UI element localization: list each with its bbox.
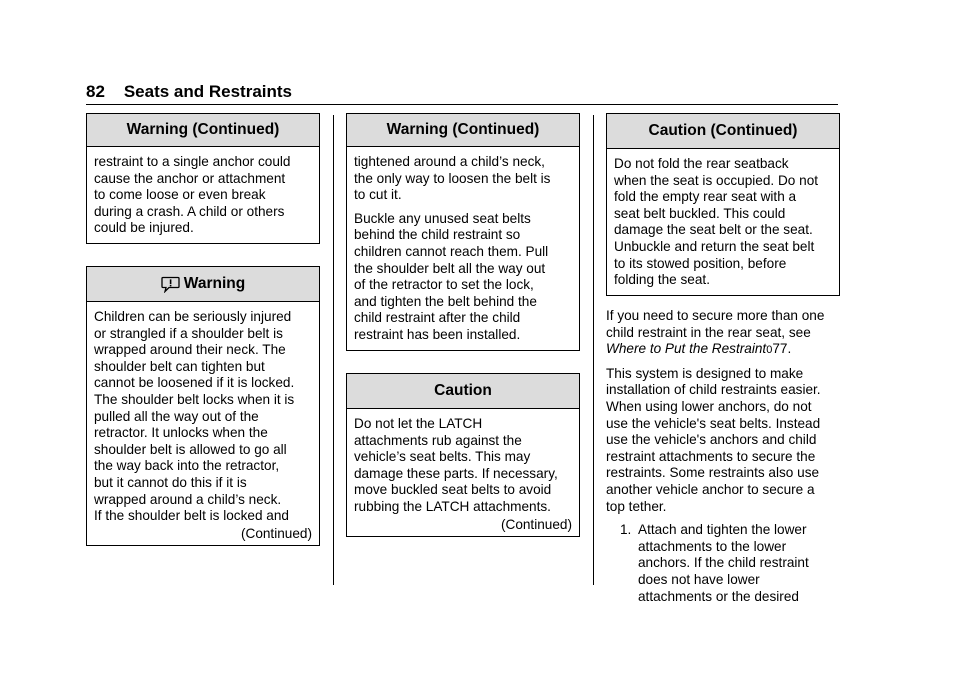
text-line: Children can be seriously injured: [94, 309, 292, 324]
text-line: damage the seat belt or the seat.: [614, 222, 813, 238]
caution-continued-heading: Caution (Continued): [607, 114, 839, 149]
text-line: seat belt buckled. This could: [614, 205, 786, 221]
continued-label: (Continued): [500, 516, 572, 532]
text-line: top tether.: [606, 498, 667, 514]
text-line: restraint to a single anchor could: [94, 154, 291, 169]
text-line: cause the anchor or attachment: [94, 170, 286, 186]
section-title: Seats and Restraints: [123, 82, 293, 101]
text-line: This system is designed to make: [606, 365, 804, 381]
page-header: [86, 80, 838, 104]
text-line: move buckled seat belts to avoid: [354, 482, 552, 498]
text-line: If you need to secure more than one: [606, 308, 825, 323]
text-line: attachments or the desired: [638, 588, 799, 604]
body-text-column: [606, 308, 842, 605]
text-line: to come loose or even break: [94, 187, 266, 203]
warning-continued-box-1: [86, 113, 320, 244]
list-item: [620, 522, 842, 605]
text-line: retractor. It unlocks when the: [94, 425, 268, 441]
paragraph: [354, 211, 572, 344]
paragraph: [606, 366, 842, 515]
warning-continued-box-2: [346, 113, 580, 351]
step-text: [638, 522, 809, 605]
page-number: 82: [86, 82, 105, 101]
column-separator-2: [593, 115, 594, 585]
text-line: Do not fold the rear seatback: [614, 156, 789, 171]
warning-continued-body-1: [87, 147, 319, 243]
text-line: cannot be loosened if it is locked.: [94, 375, 295, 391]
column-separator-1: [333, 115, 334, 585]
text-line: vehicle’s seat belts. This may: [354, 449, 531, 465]
text-line: restraint has been installed.: [354, 326, 521, 342]
text-line: to cut it.: [354, 187, 402, 203]
text-line: restraint attachments to secure the: [606, 448, 816, 464]
text-line: restraints. Some restraints also use: [606, 465, 820, 481]
cross-reference-link[interactable]: [606, 341, 787, 356]
text-line: and tighten the belt behind the: [354, 293, 537, 309]
paragraph: [354, 154, 572, 204]
continued-label: (Continued): [240, 525, 312, 541]
text-line: Attach and tighten the lower: [638, 522, 807, 538]
paragraph-xref: [606, 308, 842, 359]
text-line: but it cannot do this if it is: [94, 474, 247, 490]
text-line: of the retractor to set the lock,: [354, 277, 534, 293]
warning-speech-bubble-icon: [161, 276, 180, 293]
text-line: shoulder belt is allowed to go all: [94, 441, 287, 457]
text-line: children cannot reach them. Pull: [354, 243, 549, 259]
text-line: Unbuckle and return the seat belt: [614, 238, 815, 254]
xref-line: [606, 341, 842, 359]
caution-continued-box: [606, 113, 840, 296]
text-line: wrapped around a child’s neck.: [94, 491, 282, 507]
page-reference-icon: 0: [766, 344, 773, 357]
step-number: 1.: [620, 522, 632, 538]
text-line: another vehicle anchor to secure a: [606, 481, 815, 497]
xref-end: .: [787, 341, 792, 357]
text-line: tightened around a child’s neck,: [354, 154, 545, 169]
text-line: does not have lower: [638, 571, 760, 587]
caution-box: [346, 373, 580, 537]
text-line: the only way to loosen the belt is: [354, 170, 551, 186]
text-line: anchors. If the child restraint: [638, 555, 809, 571]
text-line: use the vehicle's anchors and child: [606, 432, 817, 448]
text-line: installation of child restraints easier.: [606, 382, 821, 398]
text-line: the shoulder belt all the way out: [354, 260, 546, 276]
caution-heading: Caution: [347, 374, 579, 409]
warning-heading: [87, 267, 319, 302]
text-line: wrapped around their neck. The: [94, 342, 286, 358]
text-line: When using lower anchors, do not: [606, 398, 812, 414]
text-line: Buckle any unused seat belts: [354, 210, 531, 226]
warning-heading-label: Warning: [183, 275, 246, 292]
page-header-title: [86, 80, 838, 104]
warning-continued-heading-2: Warning (Continued): [347, 114, 579, 147]
caution-body: [347, 409, 579, 536]
xref-title: Where to Put the Restraint: [606, 341, 767, 357]
text-line: attachments rub against the: [354, 432, 522, 448]
header-rule: [86, 104, 838, 105]
text-line: attachments to the lower: [638, 538, 787, 554]
text-line: to its stowed position, before: [614, 255, 787, 271]
text-line: child restraint in the rear seat, see: [606, 324, 811, 340]
warning-continued-body-2: [347, 147, 579, 350]
text-line: rubbing the LATCH attachments.: [354, 498, 551, 514]
warning-box: [86, 266, 320, 546]
text-line: The shoulder belt locks when it is: [94, 391, 295, 407]
text-line: shoulder belt can tighten but: [94, 358, 265, 374]
warning-continued-heading-1: Warning (Continued): [87, 114, 319, 147]
text-line: behind the child restraint so: [354, 227, 521, 243]
text-line: when the seat is occupied. Do not: [614, 172, 819, 188]
text-line: child restraint after the child: [354, 310, 521, 326]
text-line: pulled all the way out of the: [94, 408, 259, 424]
warning-body: [87, 302, 319, 545]
steps-list: [606, 522, 842, 605]
text-line: If the shoulder belt is locked and: [94, 508, 289, 524]
text-line: or strangled if a shoulder belt is: [94, 325, 283, 341]
text-line: use the vehicle's seat belts. Instead: [606, 415, 821, 431]
text-line: Do not let the LATCH: [354, 416, 483, 431]
text-line: could be injured.: [94, 220, 194, 236]
text-line: during a crash. A child or others: [94, 203, 285, 219]
text-line: folding the seat.: [614, 272, 710, 288]
xref-page: 77: [772, 341, 788, 357]
text-line: the way back into the retractor,: [94, 458, 280, 474]
caution-continued-body: [607, 149, 839, 295]
text-line: fold the empty rear seat with a: [614, 189, 797, 205]
text-line: damage these parts. If necessary,: [354, 465, 558, 481]
